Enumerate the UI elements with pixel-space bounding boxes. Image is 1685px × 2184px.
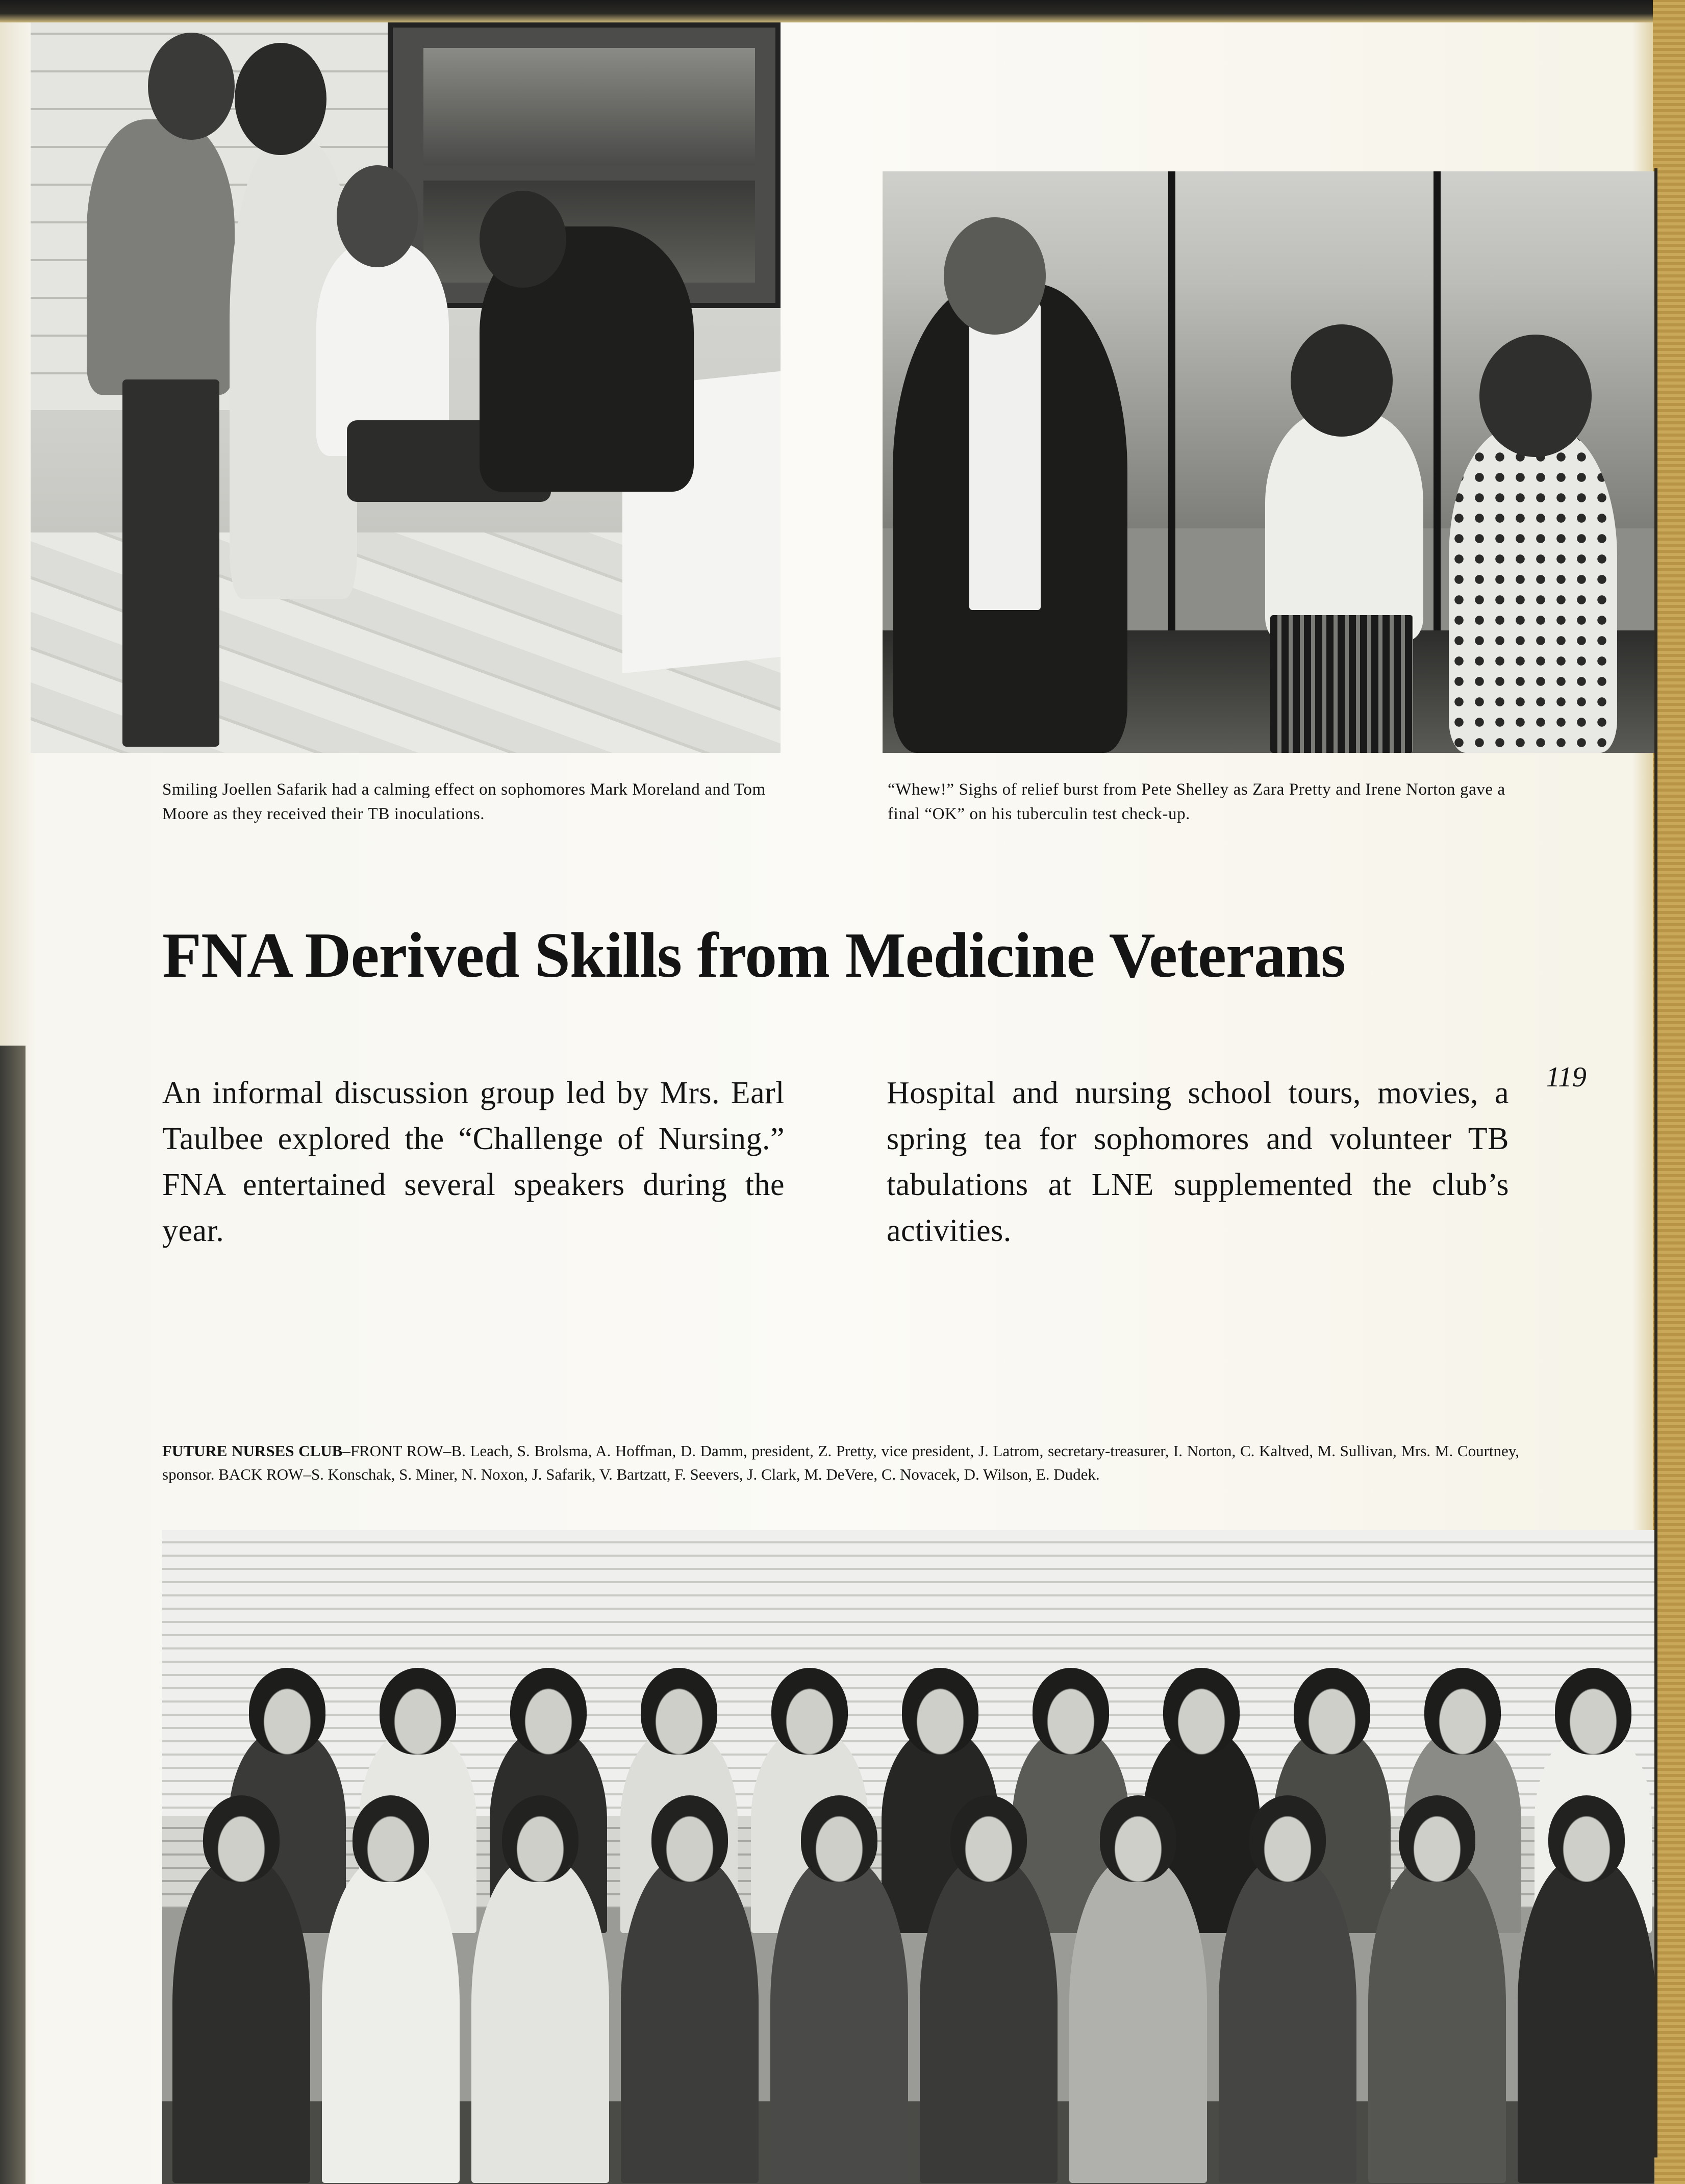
figure-head xyxy=(337,165,418,267)
page-headline: FNA Derived Skills from Medicine Veterans xyxy=(162,920,1345,991)
figure-standing-boy xyxy=(87,119,235,395)
figure-shirt xyxy=(969,304,1041,610)
photo-caption-left: Smiling Joellen Safarik had a calming effect on sophomores Mark Moreland and Tom Moore as they received their TB inoculations. xyxy=(162,780,766,823)
photo-tb-checkup xyxy=(883,171,1654,753)
book-binding xyxy=(1653,0,1685,2184)
club-member xyxy=(1368,1795,1506,2183)
top-edge xyxy=(0,0,1685,22)
page-number: 119 xyxy=(1546,1061,1587,1093)
figure-head xyxy=(1479,335,1592,457)
figure-head xyxy=(944,217,1046,335)
figure-plaid-skirt xyxy=(1270,615,1413,753)
club-member xyxy=(621,1795,759,2183)
body-text-column-2: Hospital and nursing school tours, movies, a spring tea for sophomores and volunteer TB tabulations at LNE supplemented the club’s activities. xyxy=(887,1076,1509,1248)
group-photo-caption xyxy=(162,1439,1519,1486)
club-member xyxy=(1518,1795,1654,2183)
club-member xyxy=(471,1795,609,2183)
club-member xyxy=(322,1795,460,2183)
club-member xyxy=(920,1795,1058,2183)
figure-head xyxy=(480,191,566,288)
left-page-edge xyxy=(0,1046,26,2184)
photo-future-nurses-club xyxy=(162,1530,1654,2184)
photo-caption-right: “Whew!” Sighs of relief burst from Pete Shelley as Zara Pretty and Irene Norton gave a final “OK” on his tuberculin test check-up. xyxy=(888,780,1505,823)
figure-jeans xyxy=(122,379,219,747)
body-text-column-1: An informal discussion group led by Mrs. Earl Taulbee explored the “Challenge of Nursing.” FNA entertained several speakers during the year. xyxy=(162,1076,785,1248)
binding-rule xyxy=(1654,168,1657,2157)
group-caption-lead: FUTURE NURSES CLUB xyxy=(162,1442,343,1460)
figure-head xyxy=(235,43,326,155)
club-member xyxy=(1069,1795,1207,2183)
club-member xyxy=(1219,1795,1356,2183)
figure-zara xyxy=(1265,411,1423,641)
photo-tb-inoculations xyxy=(31,22,781,753)
club-member xyxy=(172,1795,310,2183)
figure-irene xyxy=(1449,426,1617,753)
figure-head xyxy=(1291,324,1393,437)
figure-head xyxy=(148,33,235,140)
club-member xyxy=(770,1795,908,2183)
group-caption-names: –FRONT ROW–B. Leach, S. Brolsma, A. Hoffman, D. Damm, president, Z. Pretty, vice president, J. Latrom, secretary-treasurer, I. Norton, C. Kaltved, M. Sullivan, Mrs. M. Courtney, sponsor. BACK ROW–S. Konschak, S. Miner, N. Noxon, J. Safarik, V. Bartzatt, F. Seevers, J. Clark, M. DeVere, C. Novacek, D. Wilson, E. Dudek. xyxy=(162,1442,1520,1483)
